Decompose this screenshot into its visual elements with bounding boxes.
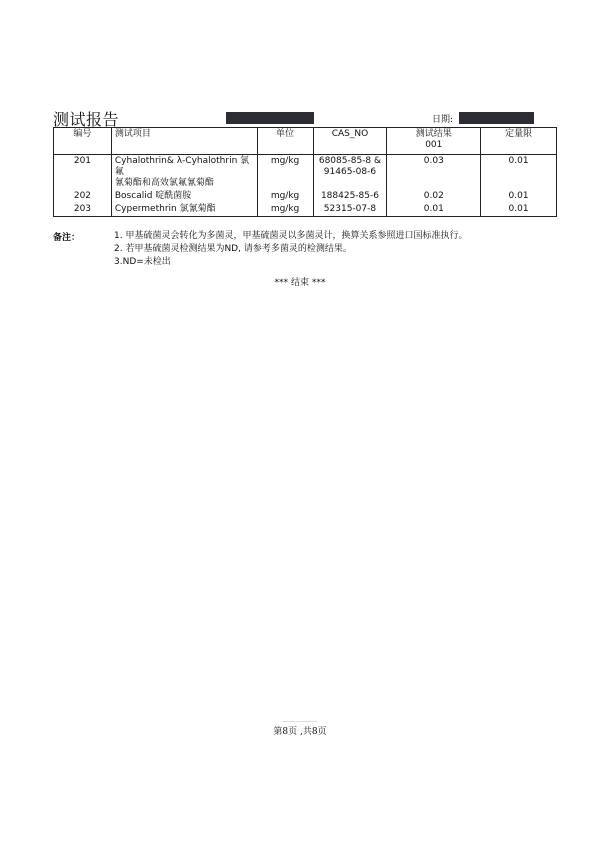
date-label: 日期: (432, 115, 454, 125)
header-loq: 定量限 (481, 128, 557, 155)
row-cas: 52315-07-8 (313, 203, 387, 217)
redacted-date (459, 112, 534, 124)
header-no: 编号 (54, 128, 112, 155)
notes-list (114, 230, 467, 269)
row-unit: mg/kg (257, 155, 313, 191)
table-header-row (54, 128, 557, 155)
table-row (54, 155, 557, 191)
results-table (53, 127, 557, 217)
end-marker: *** 结束 *** (274, 278, 326, 288)
header-result-sample: 001 (425, 140, 443, 150)
report-title: 测试报告 (53, 110, 120, 129)
row-no: 201 (54, 155, 112, 191)
row-item-line: 氰菊酯和高效氯氟氰菊酯 (114, 178, 214, 188)
redacted-block (226, 112, 314, 124)
note-item: 3.ND=未检出 (114, 257, 171, 267)
header-result (387, 128, 481, 155)
header-result-label: 测试结果 (415, 129, 452, 139)
row-cas: 188425-85-6 (313, 190, 387, 203)
page-number: 第8页 ,共8页 (273, 727, 327, 737)
note-item: 2. 若甲基硫菌灵检测结果为ND, 请参考多菌灵的检测结果。 (114, 244, 352, 254)
header-unit: 单位 (257, 128, 313, 155)
row-unit: mg/kg (257, 203, 313, 217)
header-cas: CAS_NO (313, 128, 387, 155)
row-item (111, 155, 257, 191)
header-item: 测试项目 (111, 128, 257, 155)
row-result: 0.02 (387, 190, 481, 203)
row-no: 203 (54, 203, 112, 217)
row-loq: 0.01 (481, 190, 557, 203)
note-item: 1. 甲基硫菌灵会转化为多菌灵，甲基硫菌灵以多菌灵计，换算关系参照进口国标准执行。 (114, 231, 468, 241)
row-loq: 0.01 (481, 155, 557, 191)
notes-label: 备注： (53, 233, 81, 243)
row-item: Boscalid 啶酰菌胺 (111, 190, 257, 203)
row-cas-line: 68085-85-8 & (318, 156, 382, 166)
table-row (54, 203, 557, 217)
row-no: 202 (54, 190, 112, 203)
row-cas-line: 91465-08-6 (323, 167, 377, 177)
footer-divider (283, 721, 317, 722)
table-row (54, 190, 557, 203)
row-result: 0.01 (387, 203, 481, 217)
row-item-line: Cyhalothrin& λ-Cyhalothrin 氯氟 (114, 156, 250, 177)
row-cas (313, 155, 387, 191)
row-item: Cypermethrin 氯氰菊酯 (111, 203, 257, 217)
row-result: 0.03 (387, 155, 481, 191)
row-loq: 0.01 (481, 203, 557, 217)
row-unit: mg/kg (257, 190, 313, 203)
